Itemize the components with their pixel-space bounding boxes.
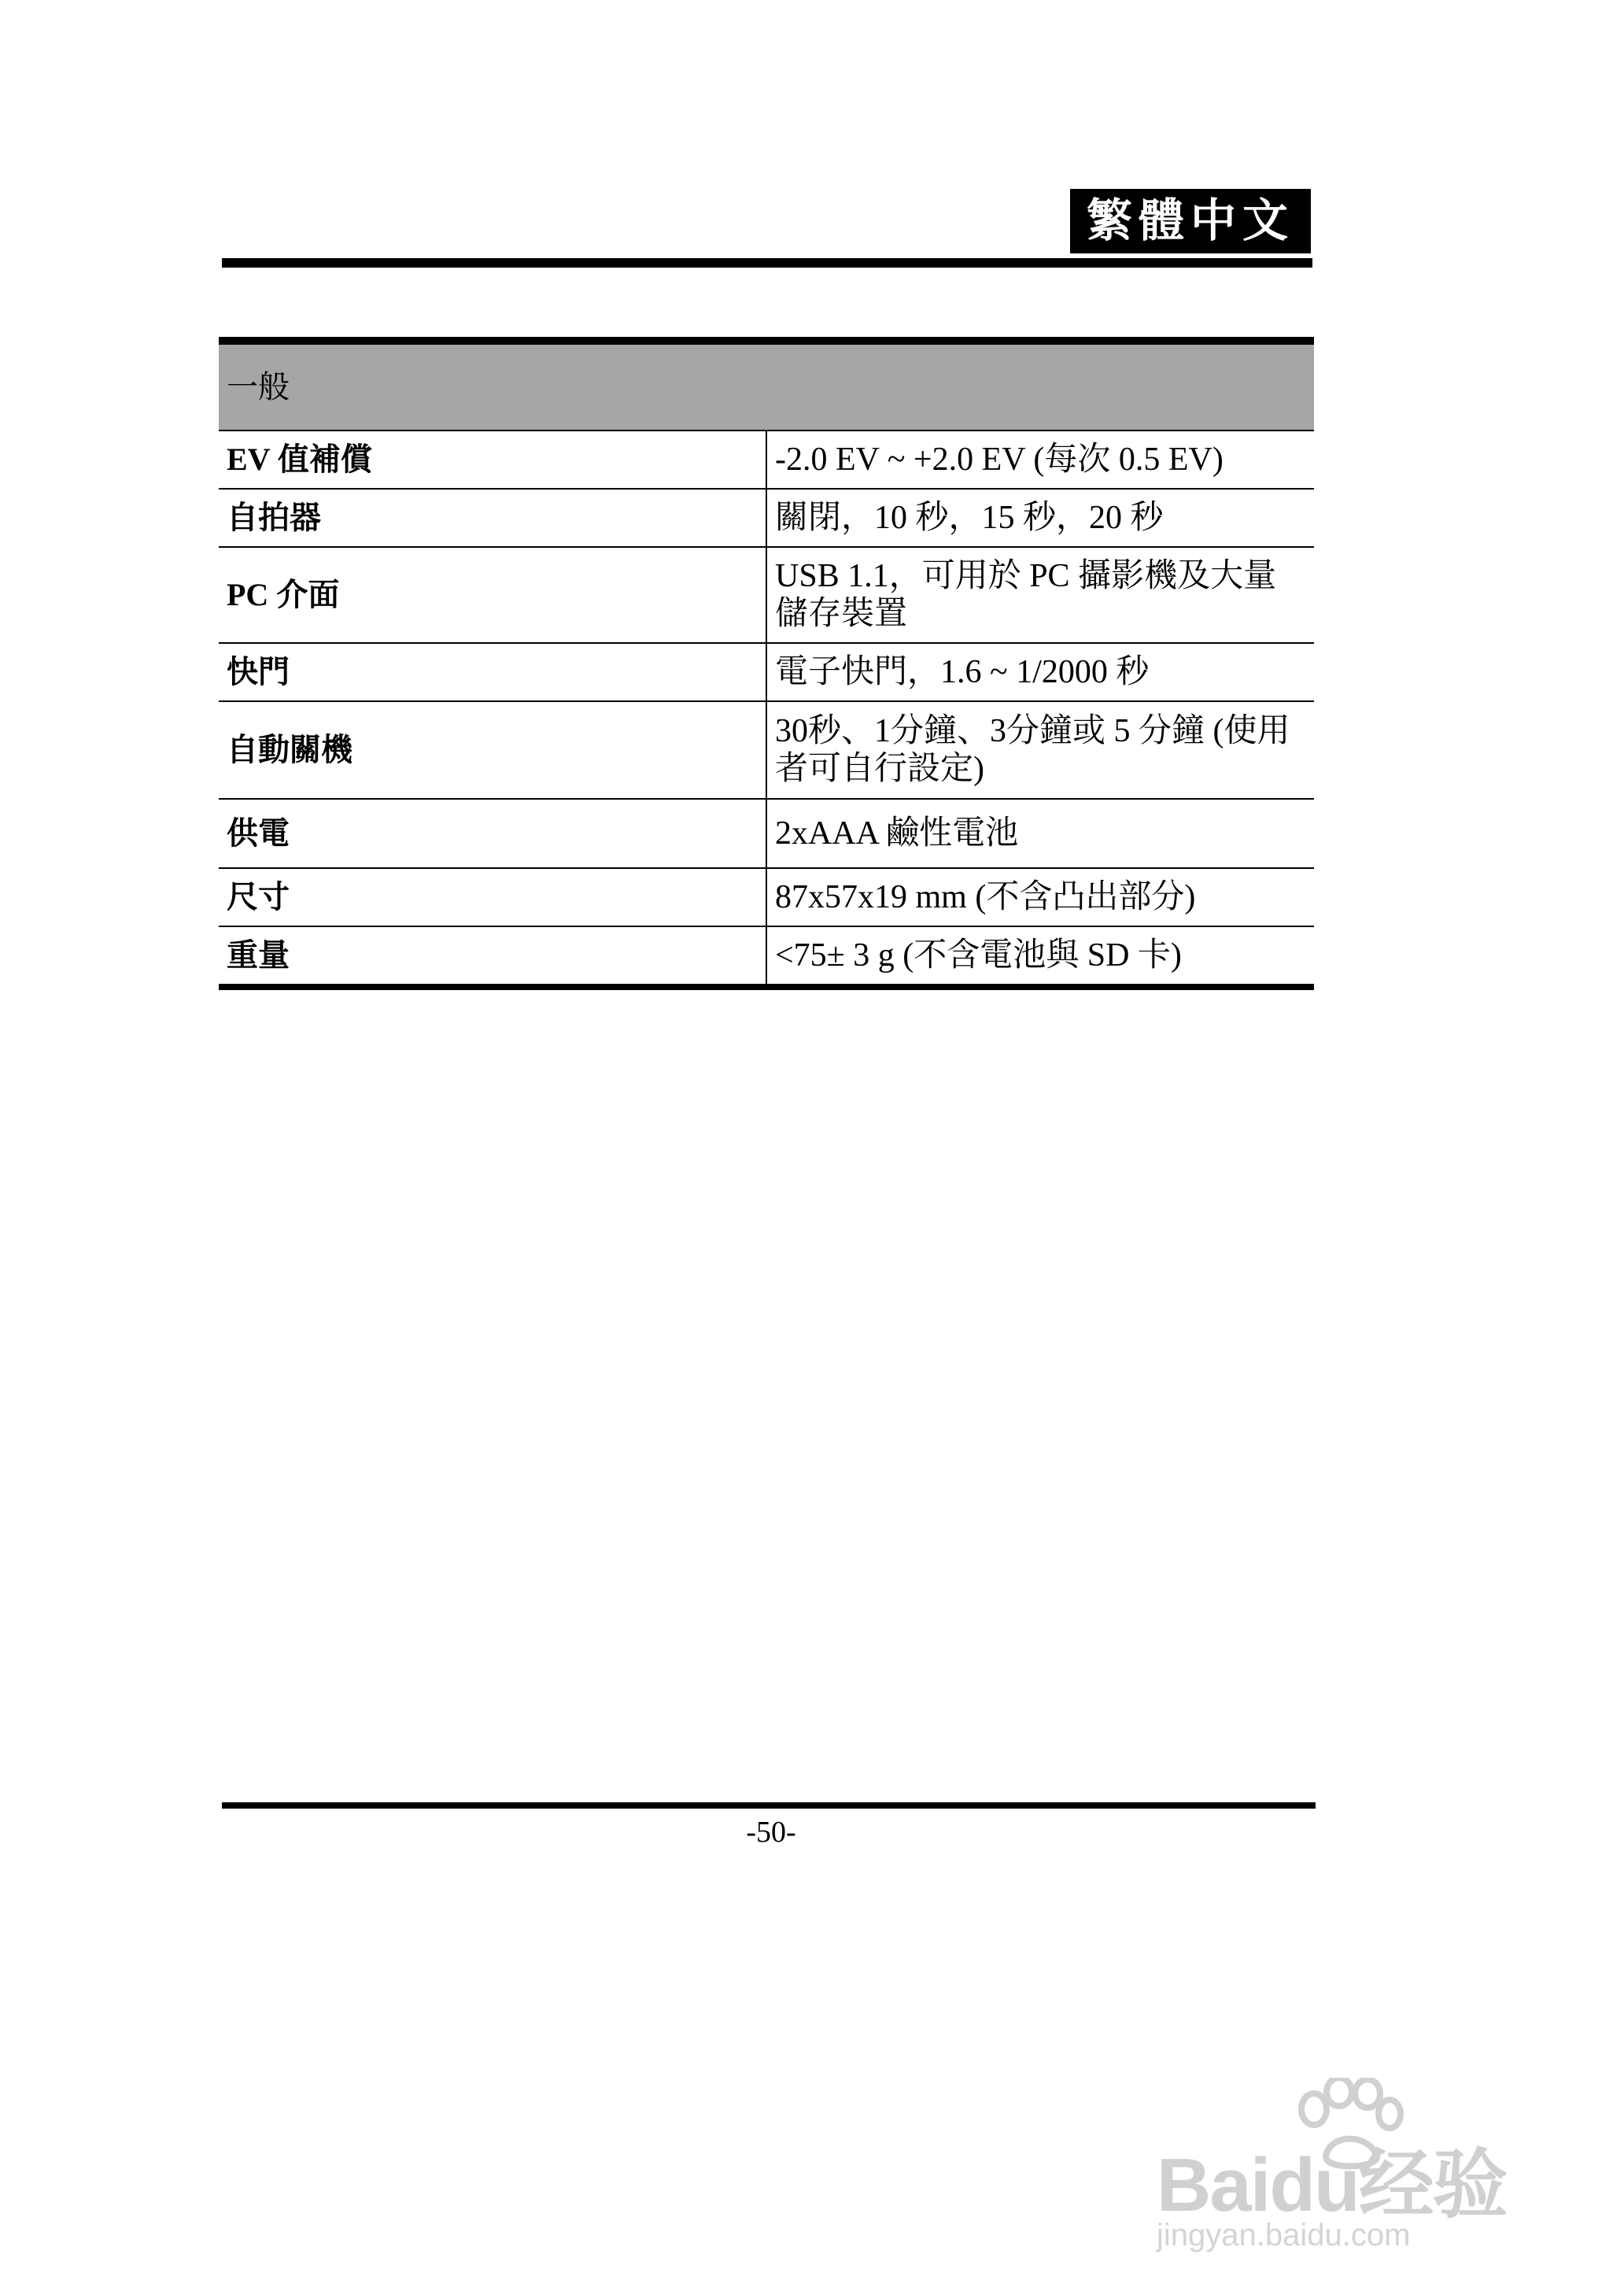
footer-rule (222, 1802, 1316, 1809)
row-label: 自拍器 (219, 489, 766, 547)
row-label: 快門 (219, 643, 766, 701)
row-value: 87x57x19 mm (不含凸出部分) (766, 868, 1314, 926)
watermark-brand: Baidu经验 (1157, 2143, 1507, 2227)
row-value: <75± 3 g (不含電池與 SD 卡) (766, 926, 1314, 987)
table-row (219, 547, 1314, 643)
row-label: 自動關機 (219, 701, 766, 799)
row-label: PC 介面 (219, 547, 766, 643)
watermark-url: jingyan.baidu.com (1157, 2218, 1411, 2252)
baidu-watermark (1157, 2078, 1566, 2251)
table-row (219, 926, 1314, 987)
row-value: USB 1.1，可用於 PC 攝影機及大量儲存裝置 (766, 547, 1314, 643)
row-value: 關閉，10 秒，15 秒，20 秒 (766, 489, 1314, 547)
spec-table (219, 337, 1314, 990)
row-value: 2xAAA 鹼性電池 (766, 799, 1314, 868)
row-label: 供電 (219, 799, 766, 868)
table-row (219, 431, 1314, 489)
language-tab: 繁體中文 (1070, 189, 1311, 253)
table-section-header (219, 341, 1314, 431)
page-number: -50- (746, 1816, 796, 1849)
header-rule (222, 258, 1312, 268)
table-row (219, 643, 1314, 701)
row-label: 尺寸 (219, 868, 766, 926)
row-value: 電子快門，1.6 ~ 1/2000 秒 (766, 643, 1314, 701)
table-row (219, 701, 1314, 799)
table-row (219, 868, 1314, 926)
row-value: -2.0 EV ~ +2.0 EV (每次 0.5 EV) (766, 431, 1314, 489)
row-label: 重量 (219, 926, 766, 987)
row-value: 30秒、1分鐘、3分鐘或 5 分鐘 (使用者可自行設定) (766, 701, 1314, 799)
section-title: 一般 (219, 341, 1314, 431)
table-row (219, 799, 1314, 868)
row-label: EV 值補償 (219, 431, 766, 489)
table-row (219, 489, 1314, 547)
